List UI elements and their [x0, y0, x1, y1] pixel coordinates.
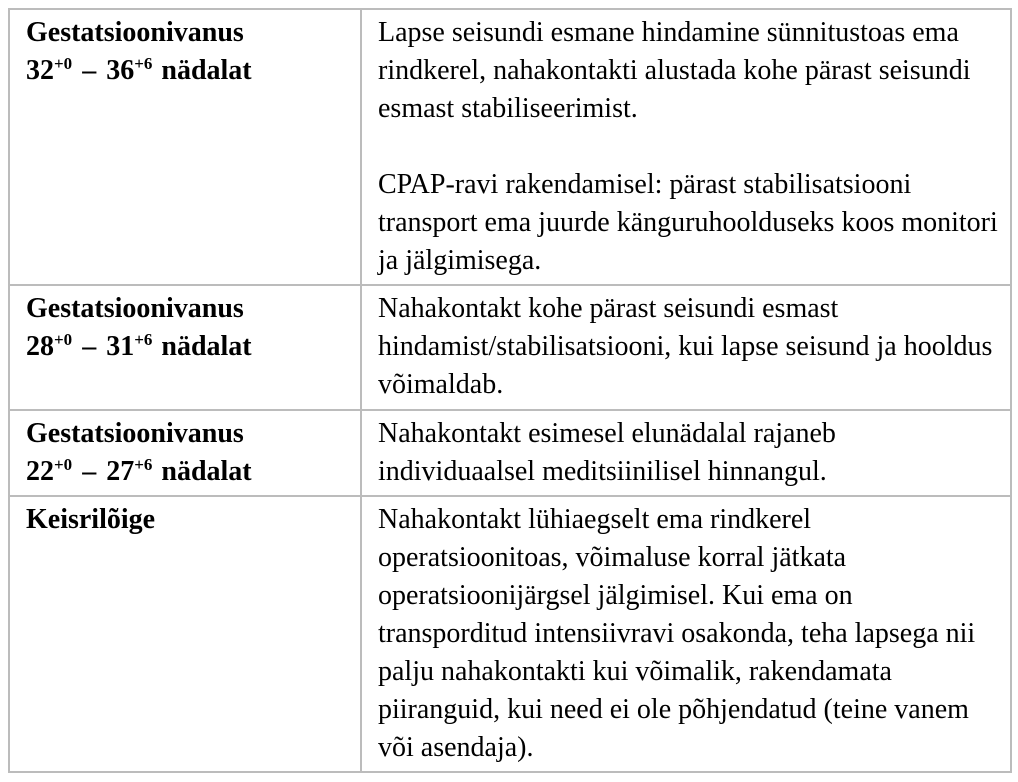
guidance-cell [361, 9, 1011, 285]
guidance-cell [361, 285, 1011, 410]
table-row [9, 496, 1011, 772]
range-unit: nädalat [161, 456, 252, 487]
range-dash: – [82, 331, 97, 362]
table-row [9, 9, 1011, 285]
range-dash: – [82, 456, 97, 487]
condition-cell [9, 285, 361, 410]
condition-cell [9, 496, 361, 772]
range-start-superscript: +0 [54, 330, 73, 349]
range-start: 28 [26, 331, 54, 362]
gestational-range [26, 328, 348, 366]
condition-title: Gestatsioonivanus [26, 293, 244, 324]
guidance-paragraph: CPAP-ravi rakendamisel: pärast stabilisatsiooni transport ema juurde känguruhoolduseks koos monitori ja jälgimisega. [378, 169, 998, 276]
condition-title: Gestatsioonivanus [26, 17, 244, 48]
range-end: 31 [106, 331, 135, 362]
range-end-superscript: +6 [134, 455, 153, 474]
table-row [9, 285, 1011, 410]
range-end: 27 [106, 456, 135, 487]
gestational-age-guideline-table [8, 8, 1012, 773]
guidance-paragraph: Nahakontakt kohe pärast seisundi esmast hindamist/stabilisatsiooni, kui lapse seisund ja hooldus võimaldab. [378, 293, 993, 400]
range-end: 36 [106, 55, 135, 86]
condition-cell [9, 9, 361, 285]
range-start-superscript: +0 [54, 54, 73, 73]
guidance-paragraph: Nahakontakt esimesel elunädalal rajaneb individuaalsel meditsiinilisel hinnangul. [378, 418, 836, 487]
range-start: 22 [26, 456, 54, 487]
range-dash: – [82, 55, 97, 86]
gestational-range [26, 52, 348, 90]
guidance-paragraph: Lapse seisundi esmane hindamine sünnitustoas ema rindkerel, nahakontakti alustada kohe pärast seisundi esmast stabiliseerimist. [378, 17, 971, 124]
range-start-superscript: +0 [54, 455, 73, 474]
range-unit: nädalat [161, 331, 252, 362]
condition-cell [9, 410, 361, 496]
range-end-superscript: +6 [134, 330, 153, 349]
guidance-cell [361, 496, 1011, 772]
table-row [9, 410, 1011, 496]
condition-title: Gestatsioonivanus [26, 418, 244, 449]
range-end-superscript: +6 [134, 54, 153, 73]
guidance-cell [361, 410, 1011, 496]
range-start: 32 [26, 55, 54, 86]
gestational-range [26, 453, 348, 491]
condition-title: Keisrilõige [26, 504, 156, 535]
range-unit: nädalat [161, 55, 252, 86]
guidance-paragraph: Nahakontakt lühiaegselt ema rindkerel operatsioonitoas, võimaluse korral jätkata operatsioonijärgsel jälgimisel. Kui ema on transporditud intensiivravi osakonda, teha lapsega nii palju nahakontakti kui võimalik, rakendamata piiranguid, kui need ei ole põhjendatud (teine vanem või asendaja). [378, 504, 976, 763]
